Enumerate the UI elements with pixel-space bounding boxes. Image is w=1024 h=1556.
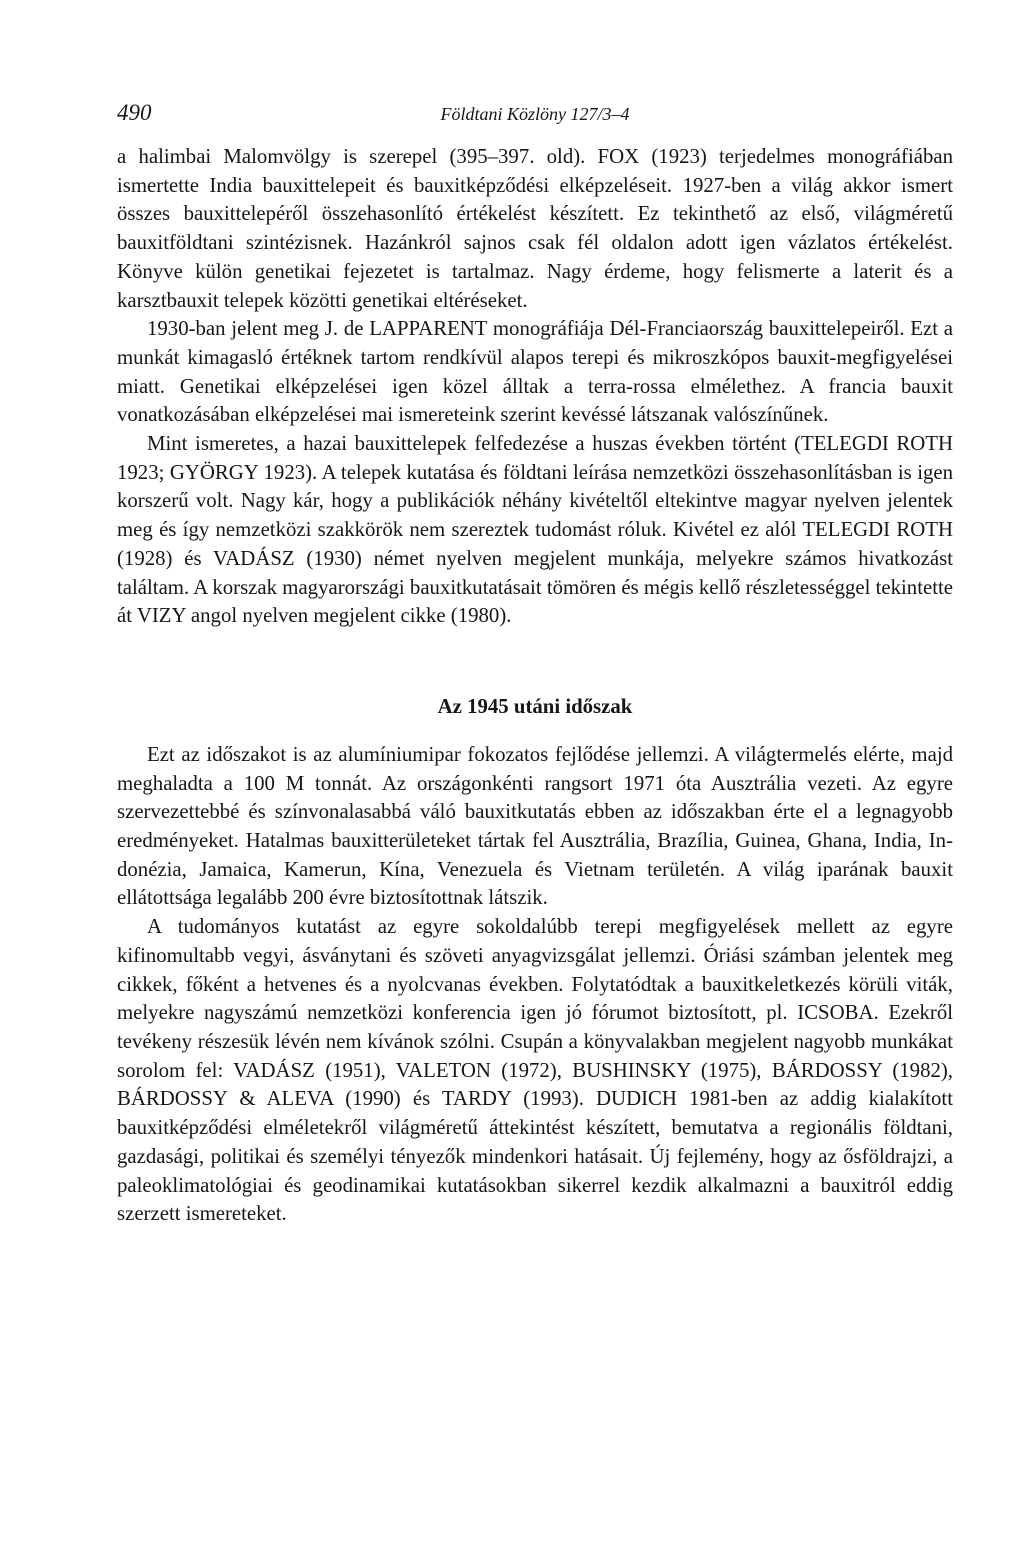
paragraph: A tudományos kutatást az egyre sokoldalúbb terepi megfigyelések mellett az egyre kifinomultabb vegyi, ásványtani és szöveti anyagvizsgálat jellemzi. Óriási számban jelentek meg cikkek, főként a hetvenes és a nyolcvanas években. Folytatódtak a bauxitkeletkezés körüli viták, melyekre nagyszámú nemzetközi konferencia igen jó fórumot biztosított, pl. ICSOBA. Ezekről tevékeny részesük lévén nem kívánok szólni. Csupán a könyvalakban megjelent nagyobb munkákat sorolom fel: VADÁSZ (1951), VALETON (1972), BUSHINSKY (1975), BÁRDOSSY (1982), BÁRDOSSY & ALEVA (1990) és TARDY (1993). DUDICH 1981-ben az addig kialakított bauxitképződési elméletekről világméretű áttekintést készített, bemutatva a regionális földtani, gazdasági, politikai és személyi tényezők mindenkori hatásait. Új fejlemény, hogy az ősföldrajzi, a paleoklimatológiai és geodinamikai kutatásokban sikerrel kezdik alkalmazni a bauxitról eddig szerzett ismereteket. <box>117 915 953 1226</box>
paragraph: Mint ismeretes, a hazai bauxittelepek felfedezése a huszas években történt (TELEGDI ROTH 1923; GYÖRGY 1923). A telepek kutatása és földtani leírása nemzetközi összehasonlításban is igen korszerű volt. Nagy kár, hogy a publikációk néhány kivételtől eltekintve magyar nyelven jelentek meg és így nemzetközi szakkörök nem szereztek tudomást róluk. Kivétel ez alól TELEGDI ROTH (1928) és VADÁSZ (1930) német nyelven megjelent munkája, melyekre számos hivatkozást találtam. A korszak magyarországi bauxitkutatásait tömören és mégis kellő részletességgel tekintette át VIZY angol nyelven megjelent cikke (1980). <box>117 432 953 628</box>
paragraph: a halimbai Malomvölgy is szerepel (395–397. old). FOX (1923) terjedelmes monográfiában ismertette India bauxittelepeit és bauxitképződési elképzeléseit. 1927-ben a világ akkor ismert összes bauxittelepéről összehasonlító értékelést készített. Ez tekinthető az első, világméretű bauxitföldtani szintézisnek. Hazánkról sajnos csak fél oldalon adott igen vázlatos értékelést. Könyve külön genetikai fejezetet is tartalmaz. Nagy érdeme, hogy felismerte a laterit és a karsztbauxit telepek közötti genetikai eltéréseket. <box>117 145 953 312</box>
running-header <box>117 100 953 130</box>
section-continued-text <box>117 143 953 631</box>
section-heading: Az 1945 utáni időszak <box>437 694 633 718</box>
document-page <box>117 100 953 1229</box>
page-number: 490 <box>117 100 152 125</box>
paragraph: 1930-ban jelent meg J. de LAPPARENT monográfiája Dél-Franciaország bauxittelepeiről. Ezt a munkát kimagasló értéknek tartom rendkívül alapos terepi és mikroszkópos bauxit-megfigyelései miatt. Genetikai elképzelései igen közel álltak a terra-rossa elmélethez. A francia bauxit vonatkozásában elképzelései mai ismereteink szerint kevéssé látszanak valószínűnek. <box>117 317 953 427</box>
paragraph: Ezt az időszakot is az alumíniumipar fokozatos fejlődése jellemzi. A világtermelés elérte, majd meghaladta a 100 M tonnát. Az országonkénti rangsort 1971 óta Ausztrália vezeti. Az egyre szervezettebbé és színvonalasabbá váló bauxitkutatás ebben az időszakban érte el a legnagyobb eredményeket. Hatalmas bauxitterületeket tártak fel Ausztrália, Brazília, Guinea, Ghana, India, Indonézia, Jamaica, Kamerun, Kína, Venezuela és Vietnam területén. A világ iparának bauxit ellátottsága legalább 200 évre biztosítottnak látszik. <box>117 742 953 910</box>
journal-title: Földtani Közlöny 127/3–4 <box>440 104 630 124</box>
section-post-1945-text <box>117 741 953 1229</box>
